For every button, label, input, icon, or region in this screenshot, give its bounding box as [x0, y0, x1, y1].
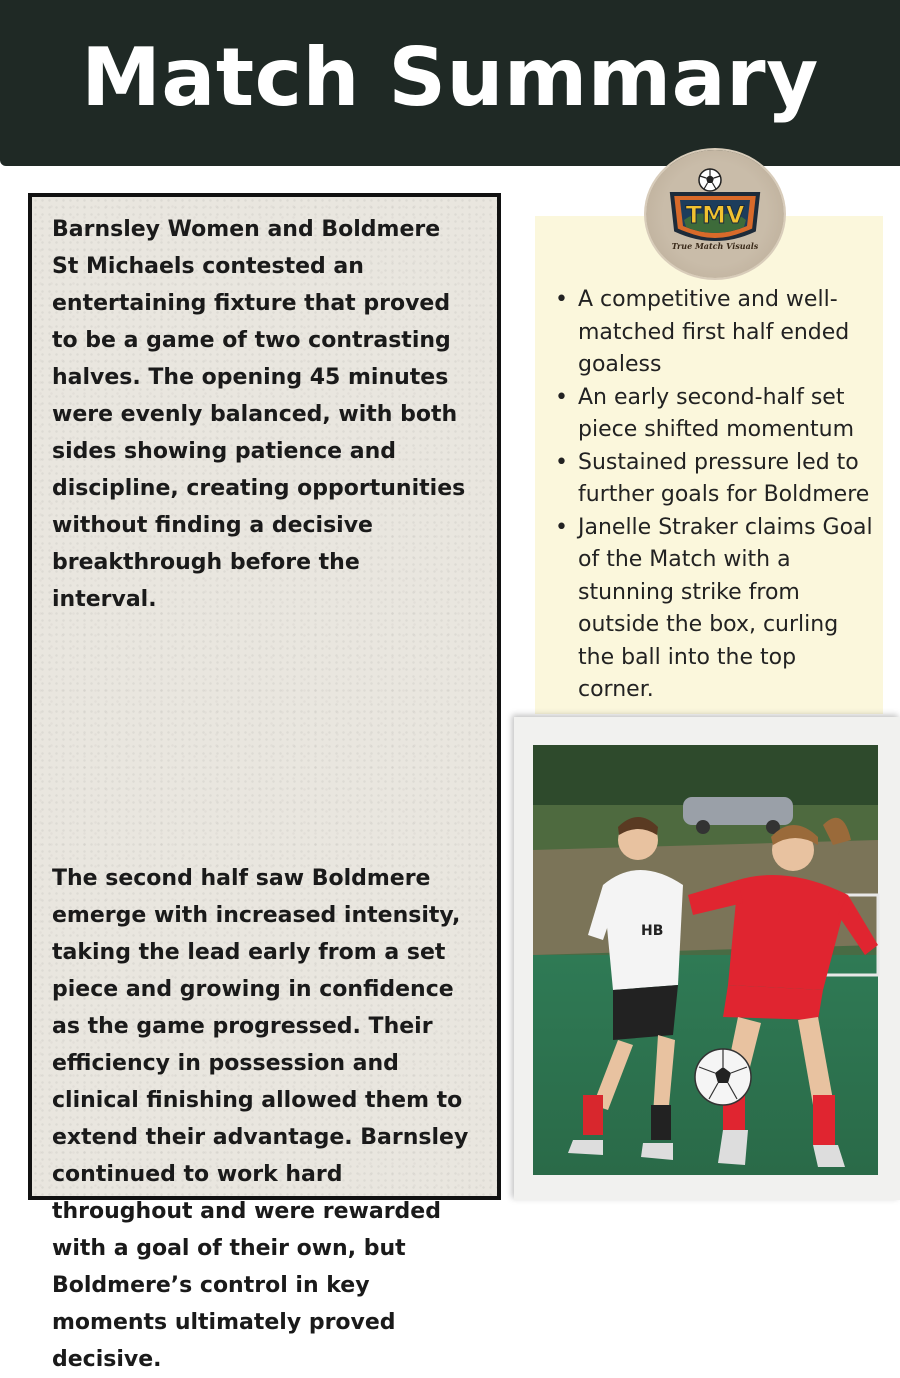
football-icon — [695, 1049, 751, 1105]
match-photo — [533, 745, 878, 1175]
photo-frame — [514, 717, 900, 1200]
highlights-panel — [535, 216, 883, 714]
match-photo-illustration — [533, 745, 878, 1175]
highlights-list — [555, 284, 878, 707]
summary-paragraph-1: Barnsley Women and Boldmere St Michaels contested an entertaining fixture that proved to be a game of two contrasting halves. The opening 45 minutes were evenly balanced, with both sides showing patience and discipline, creating opportunities without finding a decisive breakthrough before the interval. — [52, 217, 466, 612]
highlight-item-3: • Sustained pressure led to further goals for Boldmere — [578, 447, 878, 512]
football-icon — [699, 169, 721, 191]
logo-tagline: True Match Visuals — [671, 241, 759, 251]
page-title: Match Summary — [81, 31, 819, 124]
logo-emblem — [646, 150, 784, 278]
highlight-item-4: • Janelle Straker claims Goal of the Match with a stunning strike from outside the box, curling the ball into the top corner. — [578, 512, 878, 707]
svg-text:TMV: TMV — [685, 201, 745, 229]
highlight-item-1: • A competitive and well-matched first half ended goaless — [578, 284, 878, 382]
highlight-item-2: • An early second-half set piece shifted momentum — [578, 382, 878, 447]
header-banner — [0, 0, 900, 166]
summary-paragraph-2: The second half saw Boldmere emerge with increased intensity, taking the lead early from a set piece and growing in confidence as the game progressed. Their efficiency in possession and clinical finishing allowed them to extend their advantage. Barnsley continued to work hard throughout and were rewarded with a goal of their own, but Boldmere’s control in key moments ultimately proved decisive. — [52, 866, 469, 1372]
match-summary-box — [28, 193, 501, 1372]
kit-sponsor-text: HB — [641, 923, 664, 939]
tmv-logo — [646, 150, 784, 278]
